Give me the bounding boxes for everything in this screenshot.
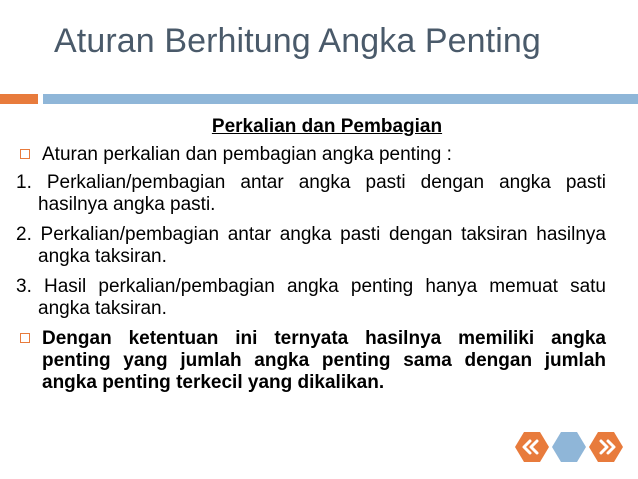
slide-subtitle: Perkalian dan Pembagian	[211, 116, 443, 137]
slide-content	[16, 144, 606, 402]
bullet-text: Aturan perkalian dan pembagian angka penting :	[42, 144, 452, 165]
bullet-item	[16, 328, 606, 394]
bullet-item	[16, 144, 606, 166]
slide-title: Aturan Berhitung Angka Penting	[54, 22, 541, 60]
numbered-item	[16, 172, 606, 216]
numbered-text: 3. Hasil perkalian/pembagian angka penting hanya memuat satu angka taksiran.	[16, 276, 606, 319]
next-slide-icon[interactable]	[589, 432, 623, 462]
numbered-text: 2. Perkalian/pembagian antar angka pasti dengan taksiran hasilnya angka taksiran.	[16, 224, 606, 267]
home-hexagon-icon[interactable]	[552, 432, 586, 462]
square-bullet-icon	[20, 333, 30, 343]
square-bullet-icon	[20, 149, 30, 159]
accent-bar-orange	[0, 94, 38, 104]
accent-bar-blue	[43, 94, 638, 104]
numbered-text: 1. Perkalian/pembagian antar angka pasti dengan angka pasti hasilnya angka pasti.	[16, 172, 606, 215]
numbered-item	[16, 224, 606, 268]
bullet-text: Dengan ketentuan ini ternyata hasilnya memiliki angka penting yang jumlah angka penting sama dengan jumlah angka penting terkecil yang dikalikan.	[42, 328, 606, 393]
prev-slide-icon[interactable]	[515, 432, 549, 462]
numbered-item	[16, 276, 606, 320]
